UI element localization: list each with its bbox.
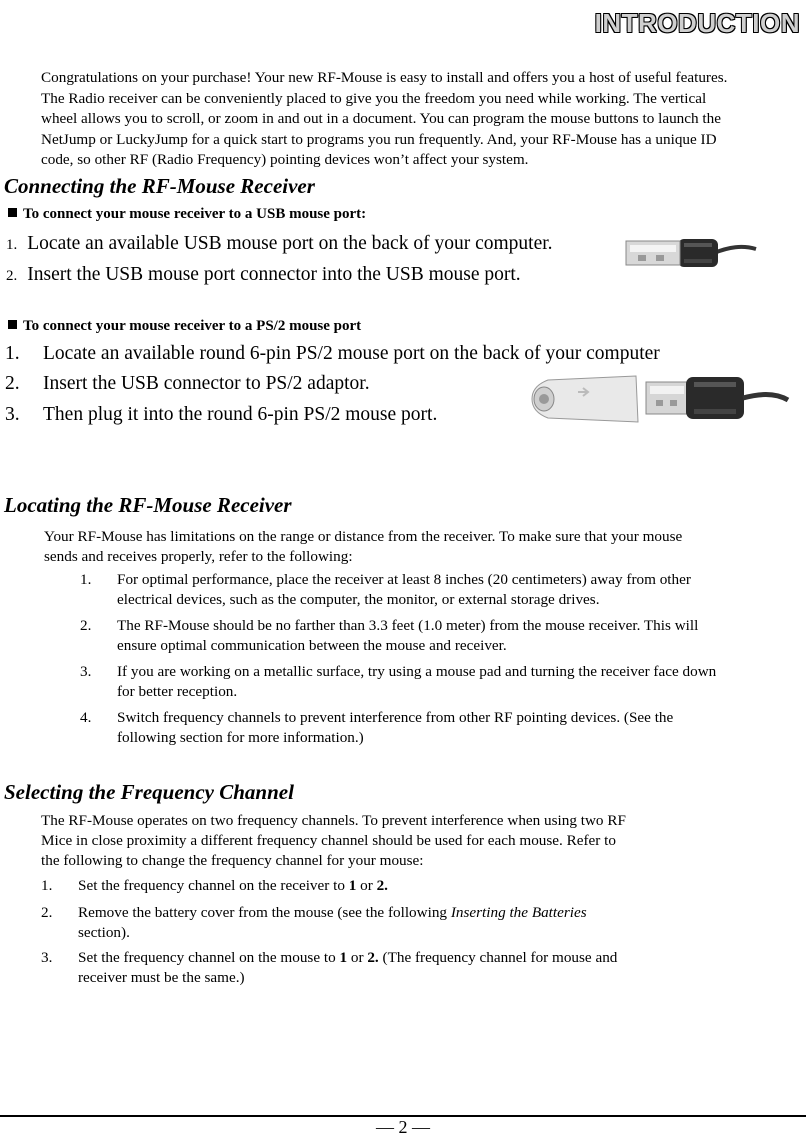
intro-paragraph (41, 68, 801, 171)
item-text-or: or (347, 949, 368, 966)
paragraph-line: sends and receives properly, refer to the following: (44, 548, 353, 565)
list-item (80, 616, 790, 658)
intro-line: The Radio receiver can be conveniently placed to give you the freedom you need while working. The vertical (41, 89, 707, 107)
item-number: 3. (80, 663, 92, 680)
list-item (80, 708, 790, 750)
square-bullet-icon (8, 320, 17, 329)
paragraph-line: Mice in close proximity a different frequency channel should be used for each mouse. Refer to (41, 832, 616, 849)
usb-bullet (8, 206, 366, 223)
item-line: ensure optimal communication between the mouse and receiver. (117, 637, 507, 654)
list-item (41, 948, 741, 990)
item-text-or: or (356, 877, 377, 894)
item-line: The RF-Mouse should be no farther than 3.3 feet (1.0 meter) from the mouse receiver. This will (117, 617, 699, 634)
ps2-adaptor-image (528, 372, 790, 426)
step-text: Insert the USB mouse port connector into the USB mouse port. (27, 264, 521, 285)
usb-step (6, 264, 521, 286)
ps2-step (5, 343, 660, 365)
locating-intro (44, 527, 784, 567)
item-line: electrical devices, such as the computer, the monitor, or external storage drives. (117, 591, 600, 608)
step-number: 2. (6, 268, 18, 284)
item-number: 2. (80, 617, 92, 634)
intro-line: NetJump or LuckyJump for a quick start to programs you run frequently. And, your RF-Mouse has a unique ID (41, 130, 717, 148)
step-number: 1. (5, 343, 20, 364)
usb-step (6, 233, 553, 255)
item-text: Set the frequency channel on the receiver to (78, 877, 349, 894)
channel-two: 2. (376, 877, 388, 894)
item-line: receiver must be the same.) (78, 969, 245, 986)
usb-bullet-text: To connect your mouse receiver to a USB mouse port: (23, 206, 367, 222)
ps2-bullet (8, 318, 361, 335)
step-number: 3. (5, 404, 20, 425)
paragraph-line: the following to change the frequency channel for your mouse: (41, 852, 424, 869)
step-number: 2. (5, 373, 20, 394)
step-text: Locate an available USB mouse port on the back of your computer. (27, 233, 553, 254)
channel-two: 2. (367, 949, 379, 966)
ps2-bullet-text: To connect your mouse receiver to a PS/2 mouse port (23, 318, 362, 334)
frequency-intro (41, 811, 741, 871)
paragraph-line: The RF-Mouse operates on two frequency channels. To prevent interference when using two RF (41, 812, 626, 829)
item-number: 3. (41, 949, 53, 966)
section-heading-connecting: Connecting the RF-Mouse Receiver (4, 174, 315, 198)
channel-one: 1 (339, 949, 348, 966)
ps2-step (5, 404, 438, 426)
channel-one: 1 (348, 877, 357, 894)
page-title: INTRODUCTION (594, 8, 800, 38)
item-text: (The frequency channel for mouse and (378, 949, 618, 966)
item-line: For optimal performance, place the receiver at least 8 inches (20 centimeters) away from other (117, 571, 691, 588)
section-heading-frequency: Selecting the Frequency Channel (4, 780, 294, 804)
usb-connector-image (614, 233, 758, 273)
item-number: 1. (80, 571, 92, 588)
page-number: — 2 — (376, 1117, 430, 1137)
list-item (80, 662, 790, 704)
step-text: Then plug it into the round 6-pin PS/2 mouse port. (43, 404, 438, 425)
square-bullet-icon (8, 208, 17, 217)
item-number: 4. (80, 709, 92, 726)
step-text: Locate an available round 6-pin PS/2 mouse port on the back of your computer (43, 343, 660, 364)
step-number: 1. (6, 237, 18, 253)
intro-line: Congratulations on your purchase! Your new RF-Mouse is easy to install and offers you a host of useful features. (41, 69, 728, 86)
item-number: 2. (41, 904, 53, 921)
ps2-step (5, 373, 370, 395)
item-text: Set the frequency channel on the mouse to (78, 949, 340, 966)
step-text: Insert the USB connector to PS/2 adaptor. (43, 373, 370, 394)
item-line: section). (78, 924, 130, 941)
item-text: Remove the battery cover from the mouse (see the following (78, 904, 451, 921)
paragraph-line: Your RF-Mouse has limitations on the range or distance from the receiver. To make sure that your mouse (44, 528, 683, 545)
list-item (41, 903, 741, 945)
list-item (80, 570, 790, 612)
item-line: Switch frequency channels to prevent interference from other RF pointing devices. (See the (117, 709, 674, 726)
section-heading-locating: Locating the RF-Mouse Receiver (4, 493, 292, 517)
item-line: following section for more information.) (117, 729, 364, 746)
item-line: for better reception. (117, 683, 238, 700)
intro-line: code, so other RF (Radio Frequency) pointing devices won’t affect your system. (41, 151, 529, 168)
intro-line: wheel allows you to scroll, or zoom in and out in a document. You can program the mouse buttons to launch the (41, 110, 721, 127)
cross-reference: Inserting the Batteries (450, 904, 587, 921)
list-item (41, 876, 741, 898)
item-number: 1. (41, 877, 53, 894)
item-line: If you are working on a metallic surface, try using a mouse pad and turning the receiver face down (117, 663, 717, 680)
